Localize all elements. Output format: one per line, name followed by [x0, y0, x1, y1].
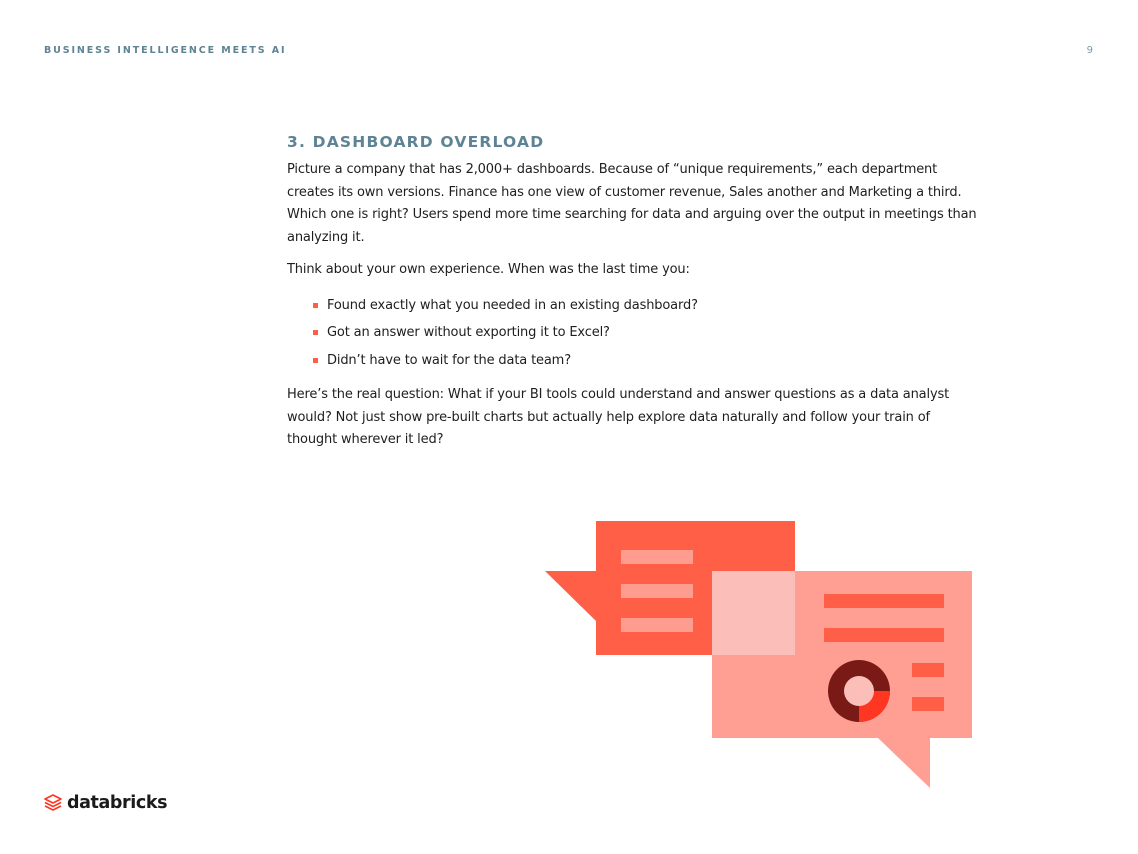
chat-bubbles-illustration [544, 520, 974, 790]
square-bullet-icon [313, 303, 318, 308]
closing-paragraph: Here’s the real question: What if your BI tools could understand and answer questions as a data analyst would? Not just show pre-built charts but actually help explore data naturally and follow your train of thought wherever it led? [287, 387, 950, 447]
main-content [287, 133, 977, 452]
running-header-title: BUSINESS INTELLIGENCE MEETS AI [44, 45, 287, 56]
chat-bubbles-dashboard-icon [544, 520, 974, 790]
square-bullet-icon [313, 358, 318, 363]
square-bullet-icon [313, 330, 318, 335]
bullet-list [287, 292, 977, 375]
list-item [309, 347, 977, 375]
list-item-text: Didn’t have to wait for the data team? [327, 352, 571, 368]
list-item-text: Got an answer without exporting it to Excel? [327, 325, 610, 340]
intro-paragraph: Picture a company that has 2,000+ dashboards. Because of “unique requirements,” each department creates its own versions. Finance has one view of customer revenue, Sales another and Marketing a third. Which one is right? Users spend more time searching for data and arguing over the output in meetings than analyzing it. [287, 162, 977, 245]
databricks-brand [44, 791, 167, 815]
databricks-logo-icon [44, 794, 62, 812]
list-item [309, 319, 977, 347]
list-item-text: Found exactly what you needed in an existing dashboard? [327, 297, 698, 313]
list-item [309, 292, 977, 320]
page-number: 9 [1086, 45, 1093, 56]
section-title: 3. DASHBOARD OVERLOAD [287, 133, 545, 151]
brand-name: databricks [67, 793, 168, 813]
prompt-paragraph: Think about your own experience. When was the last time you: [287, 262, 690, 277]
